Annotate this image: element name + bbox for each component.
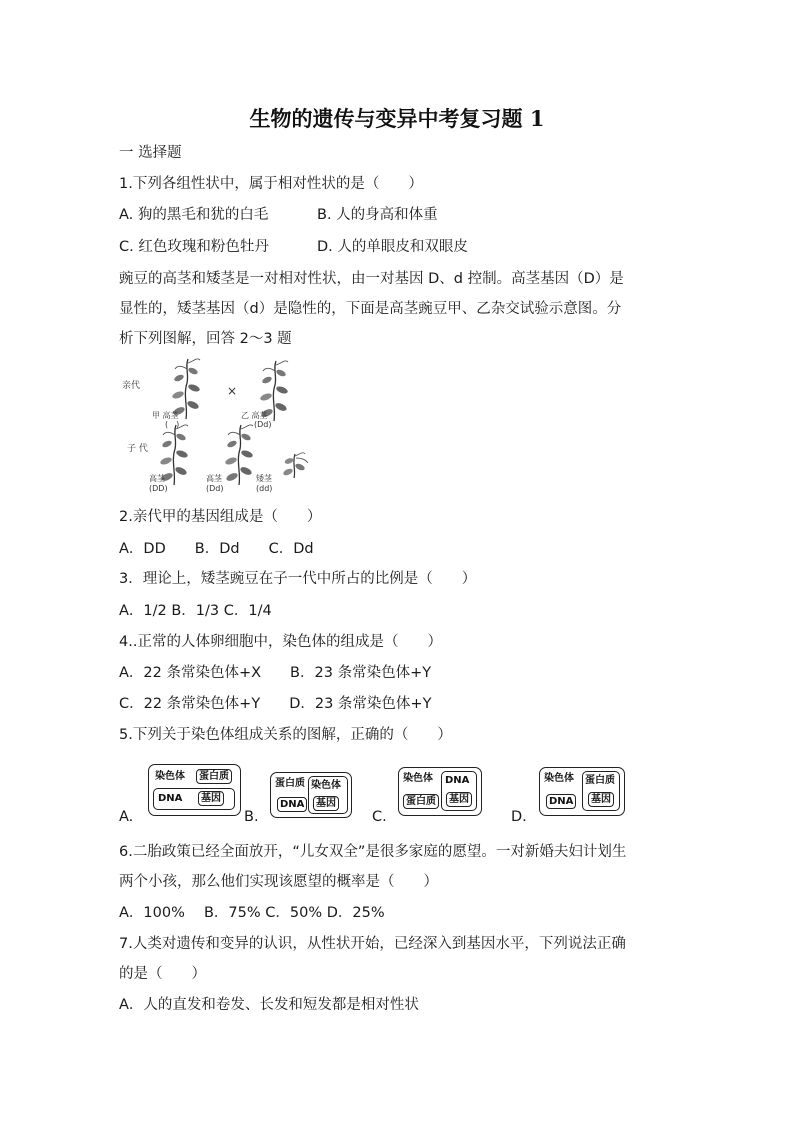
- q2-stem: 2.亲代甲的基因组成是（ ）: [119, 509, 322, 525]
- figure-cross-symbol: ×: [227, 384, 238, 398]
- q5-option-b-letter: B.: [244, 809, 259, 825]
- label-protein: 蛋白质: [585, 775, 615, 786]
- q5-diagram-d: [539, 767, 625, 816]
- section-heading: 一 选择题: [119, 145, 182, 161]
- figure-parent-a: 甲 高茎: [152, 411, 179, 420]
- figure-child-2-gene: (Dd): [206, 484, 224, 493]
- q4-options-row-1: A．22 条常染色体+X B．23 条常染色体+Y: [119, 665, 432, 681]
- figure-child-1-gene: (DD): [149, 484, 168, 493]
- passage-line-3: 析下列图解，回答 2～3 题: [119, 331, 292, 347]
- inner-chromosome-box: [308, 776, 348, 814]
- label-chromosome: 染色体: [403, 773, 433, 784]
- q7-stem-line-1: 7.人类对遗传和变异的认识，从性状开始，已经深入到基因水平，下列说法正确: [119, 936, 626, 952]
- q6-stem-line-1: 6.二胎政策已经全面放开，“儿女双全”是很多家庭的愿望。一对新婚夫妇计划生: [119, 844, 627, 860]
- q6-stem-line-2: 两个小孩，那么他们实现该愿望的概率是（ ）: [119, 874, 438, 890]
- page-title: 生物的遗传与变异中考复习题 1: [249, 106, 545, 131]
- q3-options: A．1/2 B．1/3 C．1/4: [119, 603, 272, 619]
- label-protein: 蛋白质: [403, 794, 439, 809]
- label-dna: DNA: [277, 797, 307, 812]
- figure-child-2: 高茎: [206, 474, 222, 483]
- figure-parent-b-gene: (Dd): [254, 420, 272, 429]
- q5-diagram-a: [148, 764, 241, 816]
- passage-line-1: 豌豆的高茎和矮茎是一对相对性状，由一对基因 D、d 控制。高茎基因（D）是: [119, 271, 624, 287]
- q7-stem-line-2: 的是（ ）: [119, 966, 206, 982]
- q5-diagram-c: [398, 767, 482, 816]
- figure-parent-b: 乙 高茎: [241, 411, 268, 420]
- inner-dna-box: [441, 771, 477, 811]
- q4-options-row-2: C．22 条常染色体+Y D．23 条常染色体+Y: [119, 696, 432, 712]
- inner-dna-box: [153, 788, 235, 810]
- label-protein: 蛋白质: [196, 769, 232, 784]
- q5-stem: 5.下列关于染色体组成关系的图解，正确的（ ）: [119, 727, 452, 743]
- q1-stem: 1.下列各组性状中，属于相对性状的是（ ）: [119, 176, 423, 192]
- q5-option-a-letter: A.: [119, 809, 134, 825]
- label-dna: DNA: [546, 794, 576, 809]
- label-chromosome: 染色体: [155, 771, 185, 782]
- label-dna: DNA: [445, 775, 470, 786]
- q7-option-a: A．人的直发和卷发、长发和短发都是相对性状: [119, 997, 419, 1013]
- q5-option-d-letter: D.: [511, 809, 527, 825]
- label-chromosome: 染色体: [544, 773, 574, 784]
- q3-stem: 3．理论上，矮茎豌豆在子一代中所占的比例是（ ）: [119, 571, 477, 587]
- figure-child-3-gene: (dd): [256, 484, 273, 493]
- figure-child-3: 矮茎: [256, 474, 272, 483]
- label-gene: 基因: [198, 791, 224, 806]
- label-gene: 基因: [313, 796, 339, 811]
- q1-option-a: A. 狗的黑毛和犹的白毛: [119, 207, 269, 223]
- q1-option-c: C. 红色玫瑰和粉色牡丹: [119, 239, 269, 255]
- figure-parent-a-gene: ( ): [165, 420, 180, 429]
- label-dna: DNA: [158, 793, 183, 804]
- label-chromosome: 染色体: [311, 780, 341, 791]
- q4-stem: 4..正常的人体卵细胞中，染色体的组成是（ ）: [119, 634, 442, 650]
- label-gene: 基因: [446, 792, 472, 807]
- figure-parent-label: 亲代: [122, 381, 141, 391]
- passage-line-2: 显性的，矮茎基因（d）是隐性的，下面是高茎豌豆甲、乙杂交试验示意图。分: [119, 301, 622, 317]
- inner-protein-box: [582, 771, 620, 811]
- q2-options: A．DD B．Dd C．Dd: [119, 541, 314, 557]
- figure-child-1: 高茎: [149, 474, 165, 483]
- label-protein: 蛋白质: [275, 778, 305, 789]
- figure-offspring-label: 子 代: [127, 444, 148, 454]
- q1-option-d: D. 人的单眼皮和双眼皮: [317, 239, 468, 255]
- q6-options: A．100% B．75% C．50% D．25%: [119, 905, 385, 921]
- q5-option-c-letter: C.: [372, 809, 387, 825]
- label-gene: 基因: [588, 792, 614, 807]
- q5-diagram-b: [270, 772, 352, 818]
- q1-option-b: B. 人的身高和体重: [317, 207, 438, 223]
- pea-cross-figure: [119, 357, 324, 497]
